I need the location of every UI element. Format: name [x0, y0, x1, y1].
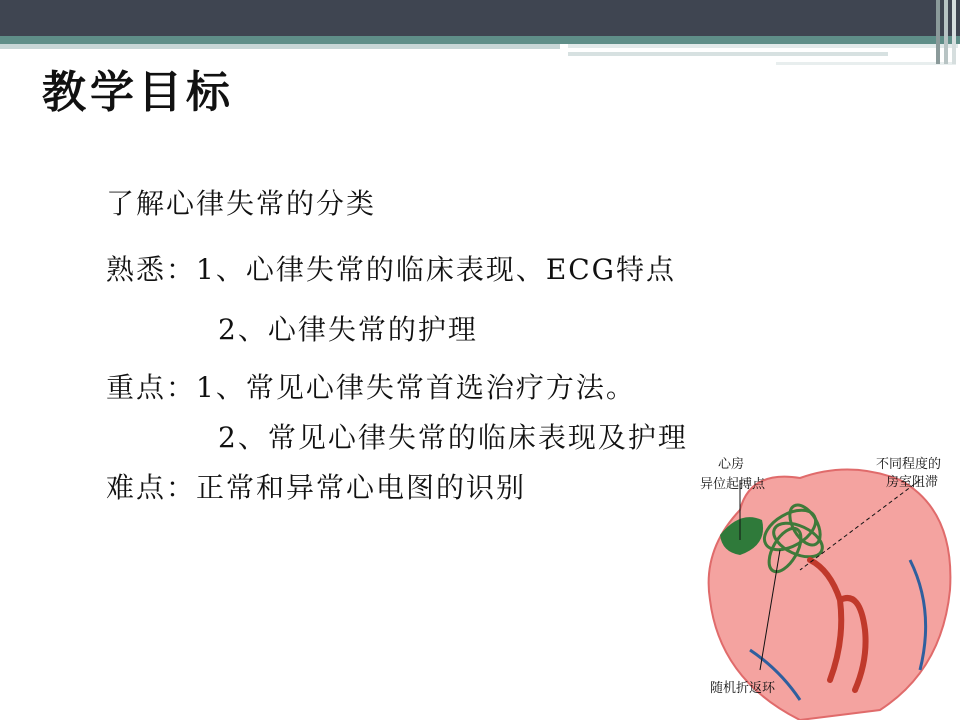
header-light-stripe — [568, 44, 958, 48]
slide-title: 教学目标 — [42, 67, 234, 118]
objective-line: 熟悉：1、心律失常的临床表现、ECG特点 — [106, 253, 677, 286]
header-right-bar — [936, 0, 940, 64]
objective-line: 难点：正常和异常心电图的识别 — [106, 471, 527, 504]
header-band — [0, 0, 960, 36]
objective-line: 2、常见心律失常的临床表现及护理 — [218, 421, 688, 454]
header-right-bar — [944, 0, 948, 64]
header-thin-stripe — [0, 44, 560, 49]
label-reentry: 随机折返环 — [710, 681, 776, 696]
objective-line: 了解心律失常的分类 — [106, 187, 377, 220]
label-ectopic-1: 心房 — [718, 457, 745, 472]
objective-line: 2、心律失常的护理 — [218, 313, 478, 346]
label-block-1: 不同程度的 — [876, 457, 942, 472]
label-ectopic-2: 异位起搏点 — [700, 477, 766, 492]
objective-line: 重点：1、常见心律失常首选治疗方法。 — [106, 371, 636, 404]
header-light-stripe — [776, 62, 956, 65]
heart-diagram — [680, 440, 960, 720]
label-block-2: 房室阻滞 — [886, 475, 939, 490]
header-accent-stripe — [0, 36, 960, 44]
header-right-bar — [952, 0, 956, 64]
header-light-stripe — [568, 52, 888, 56]
